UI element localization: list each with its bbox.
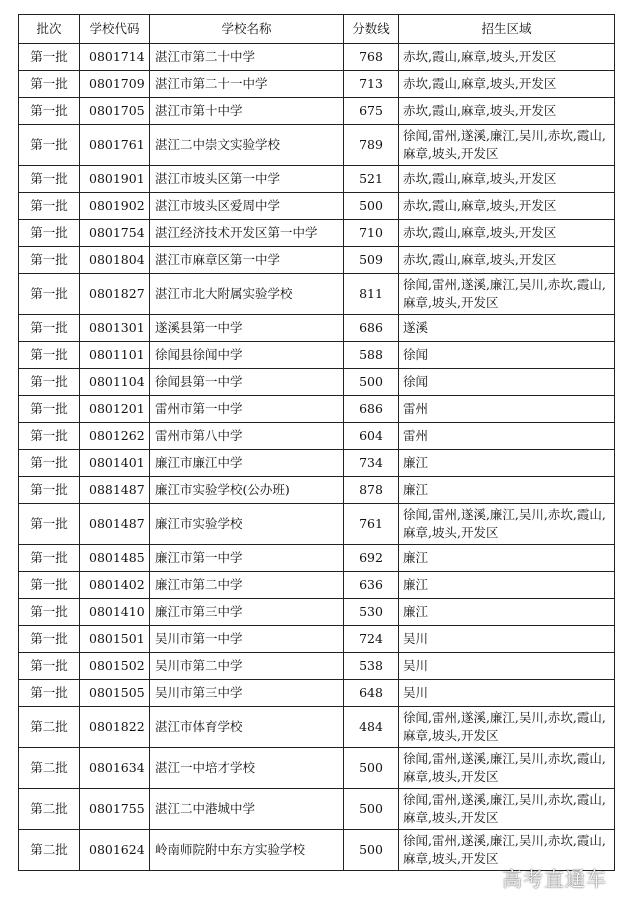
cell-score: 811 — [344, 274, 399, 315]
cell-school-name: 徐闻县徐闻中学 — [150, 342, 344, 369]
cell-school-name: 廉江市廉江中学 — [150, 450, 344, 477]
cell-area: 徐闻,雷州,遂溪,廉江,吴川,赤坎,霞山,麻章,坡头,开发区 — [399, 789, 615, 830]
cell-school-code: 0801410 — [80, 599, 150, 626]
cell-school-code: 0801501 — [80, 626, 150, 653]
cell-batch: 第一批 — [19, 369, 80, 396]
cell-batch: 第二批 — [19, 707, 80, 748]
cell-score: 636 — [344, 572, 399, 599]
cell-area: 赤坎,霞山,麻章,坡头,开发区 — [399, 220, 615, 247]
cell-school-name: 湛江一中培才学校 — [150, 748, 344, 789]
table-row — [19, 572, 615, 599]
cell-score: 530 — [344, 599, 399, 626]
cell-batch: 第一批 — [19, 423, 80, 450]
cell-area: 雷州 — [399, 423, 615, 450]
cell-school-code: 0801487 — [80, 504, 150, 545]
cell-score: 500 — [344, 369, 399, 396]
cell-school-code: 0801201 — [80, 396, 150, 423]
cell-school-code: 0801755 — [80, 789, 150, 830]
cell-score: 521 — [344, 166, 399, 193]
table-row — [19, 748, 615, 789]
cell-area: 吴川 — [399, 653, 615, 680]
cell-batch: 第一批 — [19, 315, 80, 342]
cell-batch: 第一批 — [19, 220, 80, 247]
table-row — [19, 545, 615, 572]
cell-score: 500 — [344, 789, 399, 830]
header-school-name: 学校名称 — [150, 15, 344, 44]
cell-score: 484 — [344, 707, 399, 748]
cell-batch: 第一批 — [19, 274, 80, 315]
cell-area: 徐闻 — [399, 369, 615, 396]
cell-school-name: 湛江市第二十一中学 — [150, 71, 344, 98]
cell-school-name: 遂溪县第一中学 — [150, 315, 344, 342]
cell-batch: 第一批 — [19, 247, 80, 274]
cell-school-name: 廉江市第三中学 — [150, 599, 344, 626]
cell-area: 吴川 — [399, 626, 615, 653]
cell-school-name: 湛江市坡头区第一中学 — [150, 166, 344, 193]
header-area: 招生区域 — [399, 15, 615, 44]
cell-school-code: 0801709 — [80, 71, 150, 98]
table-row — [19, 504, 615, 545]
cell-area: 徐闻,雷州,遂溪,廉江,吴川,赤坎,霞山,麻章,坡头,开发区 — [399, 830, 615, 871]
cell-batch: 第一批 — [19, 450, 80, 477]
table-row — [19, 274, 615, 315]
cell-school-name: 徐闻县第一中学 — [150, 369, 344, 396]
table-row — [19, 166, 615, 193]
watermark-text: 高考直通车 — [502, 867, 607, 891]
cell-score: 500 — [344, 748, 399, 789]
cell-area: 徐闻,雷州,遂溪,廉江,吴川,赤坎,霞山,麻章,坡头,开发区 — [399, 274, 615, 315]
cell-batch: 第二批 — [19, 830, 80, 871]
cell-school-code: 0801401 — [80, 450, 150, 477]
cell-score: 588 — [344, 342, 399, 369]
cell-school-name: 湛江市第二十中学 — [150, 44, 344, 71]
cell-school-name: 湛江二中港城中学 — [150, 789, 344, 830]
cell-school-code: 0881487 — [80, 477, 150, 504]
cell-batch: 第一批 — [19, 125, 80, 166]
cell-score: 538 — [344, 653, 399, 680]
cell-score: 686 — [344, 315, 399, 342]
cell-area: 吴川 — [399, 680, 615, 707]
table-row — [19, 450, 615, 477]
cell-batch: 第一批 — [19, 44, 80, 71]
cell-school-name: 吴川市第二中学 — [150, 653, 344, 680]
cell-school-code: 0801624 — [80, 830, 150, 871]
header-score: 分数线 — [344, 15, 399, 44]
table-row — [19, 369, 615, 396]
table-row — [19, 789, 615, 830]
cell-school-code: 0801485 — [80, 545, 150, 572]
cell-score: 724 — [344, 626, 399, 653]
cell-school-name: 雷州市第八中学 — [150, 423, 344, 450]
cell-batch: 第一批 — [19, 166, 80, 193]
table-header-row — [19, 15, 615, 44]
cell-area: 赤坎,霞山,麻章,坡头,开发区 — [399, 98, 615, 125]
cell-school-name: 吴川市第三中学 — [150, 680, 344, 707]
cell-school-code: 0801502 — [80, 653, 150, 680]
cell-batch: 第一批 — [19, 599, 80, 626]
table-row — [19, 220, 615, 247]
cell-score: 686 — [344, 396, 399, 423]
cell-school-code: 0801754 — [80, 220, 150, 247]
cell-school-code: 0801804 — [80, 247, 150, 274]
cell-school-name: 湛江市体育学校 — [150, 707, 344, 748]
cell-batch: 第一批 — [19, 680, 80, 707]
cell-batch: 第一批 — [19, 98, 80, 125]
cell-batch: 第一批 — [19, 396, 80, 423]
cell-area: 廉江 — [399, 599, 615, 626]
table-row — [19, 342, 615, 369]
cell-school-code: 0801901 — [80, 166, 150, 193]
cell-score: 768 — [344, 44, 399, 71]
cell-school-name: 湛江市北大附属实验学校 — [150, 274, 344, 315]
cell-score: 713 — [344, 71, 399, 98]
cell-area: 廉江 — [399, 450, 615, 477]
table-row — [19, 423, 615, 450]
cell-score: 710 — [344, 220, 399, 247]
cell-batch: 第一批 — [19, 545, 80, 572]
cell-score: 500 — [344, 830, 399, 871]
cell-score: 500 — [344, 193, 399, 220]
table-row — [19, 125, 615, 166]
cell-batch: 第一批 — [19, 193, 80, 220]
cell-batch: 第一批 — [19, 626, 80, 653]
cell-school-code: 0801705 — [80, 98, 150, 125]
cell-area: 徐闻,雷州,遂溪,廉江,吴川,赤坎,霞山,麻章,坡头,开发区 — [399, 504, 615, 545]
cell-school-code: 0801761 — [80, 125, 150, 166]
cell-school-code: 0801714 — [80, 44, 150, 71]
cell-school-code: 0801822 — [80, 707, 150, 748]
cell-school-name: 湛江经济技术开发区第一中学 — [150, 220, 344, 247]
table-row — [19, 680, 615, 707]
cell-batch: 第一批 — [19, 504, 80, 545]
cell-school-code: 0801262 — [80, 423, 150, 450]
cell-batch: 第一批 — [19, 572, 80, 599]
table-row — [19, 626, 615, 653]
cell-area: 赤坎,霞山,麻章,坡头,开发区 — [399, 247, 615, 274]
cell-score: 675 — [344, 98, 399, 125]
cell-area: 徐闻,雷州,遂溪,廉江,吴川,赤坎,霞山,麻章,坡头,开发区 — [399, 707, 615, 748]
table-row — [19, 98, 615, 125]
table-row — [19, 707, 615, 748]
cell-score: 761 — [344, 504, 399, 545]
cell-school-code: 0801827 — [80, 274, 150, 315]
cell-score: 789 — [344, 125, 399, 166]
cell-area: 徐闻,雷州,遂溪,廉江,吴川,赤坎,霞山,麻章,坡头,开发区 — [399, 748, 615, 789]
table-row — [19, 396, 615, 423]
cell-school-code: 0801634 — [80, 748, 150, 789]
cell-area: 徐闻,雷州,遂溪,廉江,吴川,赤坎,霞山,麻章,坡头,开发区 — [399, 125, 615, 166]
header-batch: 批次 — [19, 15, 80, 44]
cell-batch: 第二批 — [19, 789, 80, 830]
cell-area: 徐闻 — [399, 342, 615, 369]
cell-school-name: 廉江市第二中学 — [150, 572, 344, 599]
cell-batch: 第一批 — [19, 653, 80, 680]
cell-batch: 第一批 — [19, 342, 80, 369]
cell-school-name: 雷州市第一中学 — [150, 396, 344, 423]
cell-school-name: 湛江市第十中学 — [150, 98, 344, 125]
cell-area: 赤坎,霞山,麻章,坡头,开发区 — [399, 44, 615, 71]
cell-school-code: 0801301 — [80, 315, 150, 342]
cell-score: 648 — [344, 680, 399, 707]
cell-score: 692 — [344, 545, 399, 572]
header-school-code: 学校代码 — [80, 15, 150, 44]
cell-batch: 第二批 — [19, 748, 80, 789]
cell-area: 雷州 — [399, 396, 615, 423]
table-row — [19, 44, 615, 71]
cell-area: 廉江 — [399, 477, 615, 504]
cell-school-name: 廉江市实验学校 — [150, 504, 344, 545]
cell-school-name: 岭南师院附中东方实验学校 — [150, 830, 344, 871]
table-row — [19, 315, 615, 342]
cell-area: 赤坎,霞山,麻章,坡头,开发区 — [399, 71, 615, 98]
cell-school-name: 湛江市坡头区爱周中学 — [150, 193, 344, 220]
cell-area: 廉江 — [399, 545, 615, 572]
cell-school-code: 0801104 — [80, 369, 150, 396]
cell-score: 604 — [344, 423, 399, 450]
cell-batch: 第一批 — [19, 477, 80, 504]
table-row — [19, 477, 615, 504]
cell-score: 878 — [344, 477, 399, 504]
cell-school-name: 廉江市第一中学 — [150, 545, 344, 572]
cell-school-code: 0801902 — [80, 193, 150, 220]
table-row — [19, 653, 615, 680]
admission-score-table — [18, 14, 615, 871]
cell-school-name: 吴川市第一中学 — [150, 626, 344, 653]
table-row — [19, 247, 615, 274]
cell-score: 734 — [344, 450, 399, 477]
cell-school-name: 廉江市实验学校(公办班) — [150, 477, 344, 504]
table-row — [19, 599, 615, 626]
cell-score: 509 — [344, 247, 399, 274]
cell-school-code: 0801101 — [80, 342, 150, 369]
cell-school-name: 湛江市麻章区第一中学 — [150, 247, 344, 274]
table-body — [19, 44, 615, 871]
table-row — [19, 193, 615, 220]
cell-batch: 第一批 — [19, 71, 80, 98]
cell-school-name: 湛江二中崇文实验学校 — [150, 125, 344, 166]
cell-area: 赤坎,霞山,麻章,坡头,开发区 — [399, 193, 615, 220]
cell-school-code: 0801402 — [80, 572, 150, 599]
cell-area: 廉江 — [399, 572, 615, 599]
cell-school-code: 0801505 — [80, 680, 150, 707]
cell-area: 赤坎,霞山,麻章,坡头,开发区 — [399, 166, 615, 193]
table-row — [19, 71, 615, 98]
cell-area: 遂溪 — [399, 315, 615, 342]
